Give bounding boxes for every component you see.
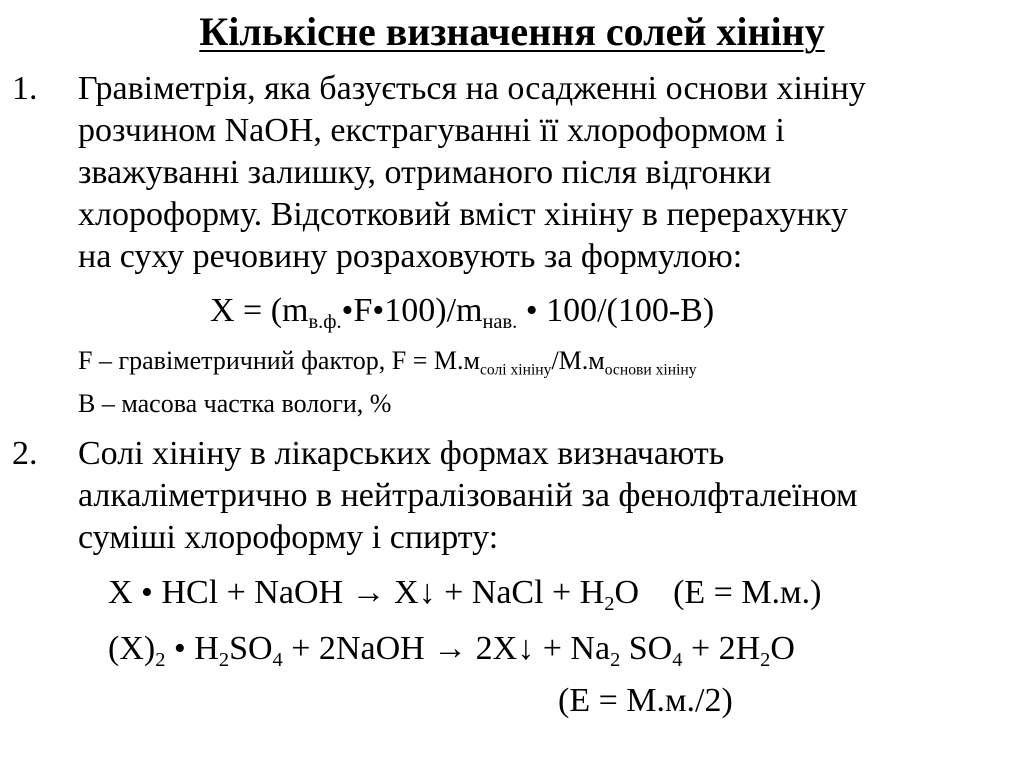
- moisture-note: B – масова частка вологи, %: [78, 389, 392, 418]
- percent-content-formula: $X = (m_{в.ф.}•F•100)/m_{нав.}$ • 100/(100-B): [210, 292, 715, 334]
- equivalent-note-2: (E = М.м./2): [558, 682, 733, 719]
- slide-title-text: Кількісне визначення солей хініну: [199, 9, 825, 54]
- slide-title: [0, 8, 1024, 56]
- item-1-line: на суху речовину розраховують за формулою:: [78, 238, 743, 275]
- item-2-line: алкаліметрично в нейтралізованій за фенолфталеїном: [78, 477, 858, 514]
- item-1-paragraph: [78, 68, 1008, 278]
- item-1-line: Гравіметрія, яка базується на осадженні основи хініну: [78, 70, 866, 107]
- item-2-paragraph: [78, 433, 1008, 559]
- reaction-equation-1: X • HCl + NaOH → X↓ + NaCl + $H_2O$ (E = М.м.): [108, 574, 822, 616]
- item-1-number: 1.: [12, 70, 38, 107]
- gravimetric-factor-note: F – гравіметричний фактор, $F = М.м_{солі хініну}/М.м_{основи хініну}$: [78, 346, 697, 379]
- item-1-line: розчином NaOH, екстрагуванні її хлороформом і: [78, 112, 785, 149]
- item-2-line: суміші хлороформу і спирту:: [78, 519, 499, 556]
- item-2-number: 2.: [12, 435, 38, 472]
- item-1-line: хлороформу. Відсотковий вміст хініну в перерахунку: [78, 196, 848, 233]
- item-1-line: зважуванні залишку, отриманого після відгонки: [78, 154, 772, 191]
- item-2-line: Солі хініну в лікарських формах визначають: [78, 435, 725, 472]
- reaction-equation-2: $(X)_2$ • $H_2SO_4$ + 2NaOH → 2X↓ + $Na_2$ $SO_4 + 2H_2O$: [108, 630, 795, 672]
